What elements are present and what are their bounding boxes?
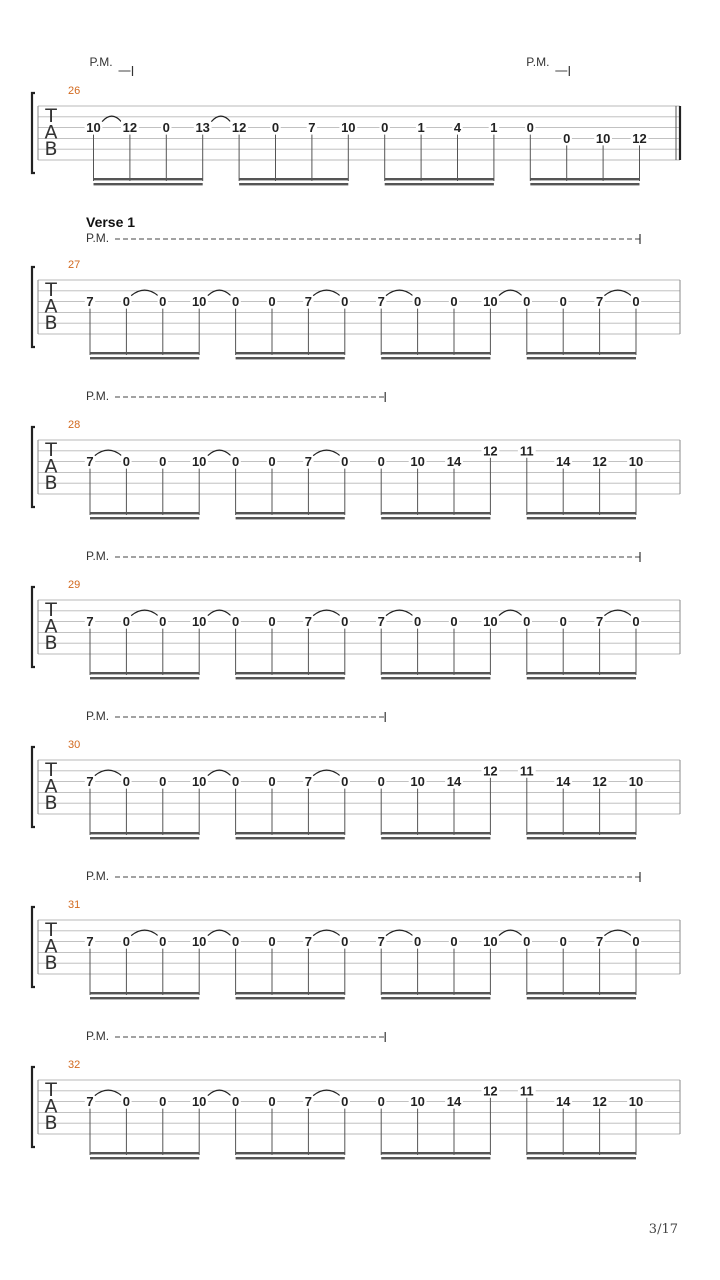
fret-number: 0 — [450, 614, 458, 630]
palm-mute-label: P.M. — [86, 231, 110, 245]
beam-secondary — [90, 517, 199, 519]
fret-number: 0 — [450, 294, 458, 310]
tab-system — [32, 214, 680, 359]
beam-primary — [381, 832, 490, 834]
fret-number: 7 — [595, 934, 604, 950]
beam-secondary — [527, 677, 636, 679]
fret-number: 0 — [341, 294, 349, 310]
fret-number: 0 — [341, 934, 349, 950]
beam-secondary — [90, 357, 199, 359]
fret-number: 10 — [191, 614, 207, 630]
fret-number: 7 — [86, 294, 94, 310]
fret-number: 0 — [559, 614, 567, 630]
fret-number: 0 — [413, 294, 422, 310]
tab-clef-a: A — [44, 935, 58, 958]
beam-secondary — [527, 997, 636, 999]
fret-number: 7 — [308, 120, 316, 136]
fret-number: 7 — [595, 614, 604, 630]
fret-number: 7 — [304, 1094, 313, 1110]
fret-number: 10 — [595, 130, 611, 146]
beam-secondary — [236, 1157, 345, 1159]
palm-mute-label: P.M. — [86, 869, 110, 883]
fret-number: 0 — [122, 294, 131, 310]
fret-number: 0 — [341, 774, 349, 790]
beam-primary — [381, 1152, 490, 1154]
palm-mute-label: P.M. — [86, 1029, 110, 1043]
tab-system — [32, 549, 680, 679]
fret-number: 11 — [519, 443, 534, 459]
fret-number: 0 — [341, 1094, 349, 1110]
fret-number: 1 — [417, 120, 425, 136]
fret-number: 0 — [231, 294, 240, 310]
fret-number: 0 — [231, 934, 240, 950]
fret-number: 0 — [341, 614, 349, 630]
fret-number: 0 — [381, 120, 389, 136]
beam-secondary — [236, 997, 345, 999]
fret-number: 12 — [483, 443, 498, 459]
fret-number: 0 — [523, 934, 531, 950]
tab-clef-b: B — [44, 472, 58, 494]
beam-secondary — [381, 677, 490, 679]
beam-secondary — [381, 517, 490, 519]
fret-number: 0 — [231, 454, 240, 470]
fret-number: 10 — [410, 774, 425, 790]
fret-number: 10 — [628, 774, 644, 790]
fret-number: 0 — [231, 614, 240, 630]
fret-number: 0 — [563, 130, 571, 146]
palm-mute-label: P.M. — [86, 549, 110, 563]
fret-number: 0 — [632, 934, 640, 950]
fret-number: 0 — [268, 614, 276, 630]
fret-number: 12 — [632, 130, 647, 146]
beam-primary — [236, 672, 345, 674]
tab-clef-a: A — [44, 455, 58, 478]
tab-clef-a: A — [44, 1095, 58, 1118]
fret-number: 7 — [86, 774, 94, 790]
fret-number: 0 — [559, 294, 567, 310]
fret-number: 10 — [410, 1094, 425, 1110]
beam-primary — [381, 672, 490, 674]
tab-clef-b: B — [44, 138, 58, 160]
tab-clef-b: B — [44, 312, 58, 334]
fret-number: 0 — [632, 294, 640, 310]
beam-primary — [527, 672, 636, 674]
beam-secondary — [527, 517, 636, 519]
beam-primary — [236, 992, 345, 994]
tab-clef-t: T — [45, 279, 57, 301]
fret-number: 10 — [191, 454, 207, 470]
tab-clef-t: T — [45, 919, 57, 941]
beam-primary — [90, 832, 199, 834]
fret-number: 0 — [231, 1094, 240, 1110]
fret-number: 0 — [377, 774, 385, 790]
beam-primary — [527, 992, 636, 994]
fret-number: 0 — [159, 774, 167, 790]
fret-number: 7 — [304, 294, 313, 310]
palm-mute-label: P.M. — [86, 709, 110, 723]
fret-number: 0 — [632, 614, 640, 630]
fret-number: 0 — [450, 934, 458, 950]
system-bracket — [32, 907, 35, 987]
beam-secondary — [94, 183, 203, 185]
fret-number: 0 — [526, 120, 534, 136]
fret-number: 0 — [122, 934, 131, 950]
measure-number: 32 — [68, 1059, 81, 1071]
beam-primary — [527, 352, 636, 354]
fret-number: 0 — [122, 1094, 131, 1110]
section-label: Verse 1 — [86, 214, 136, 230]
fret-number: 0 — [268, 934, 276, 950]
beam-primary — [90, 512, 199, 514]
fret-number: 13 — [195, 120, 210, 136]
fret-number: 0 — [523, 614, 531, 630]
fret-number: 0 — [231, 774, 240, 790]
beam-secondary — [530, 183, 639, 185]
system-bracket — [32, 427, 35, 507]
measure-number: 28 — [68, 419, 81, 431]
beam-primary — [527, 832, 636, 834]
fret-number: 0 — [122, 454, 131, 470]
fret-number: 7 — [304, 934, 313, 950]
tab-clef-t: T — [45, 599, 57, 621]
fret-number: 7 — [86, 934, 94, 950]
beam-primary — [90, 992, 199, 994]
fret-number: 10 — [341, 120, 356, 136]
beam-secondary — [90, 997, 199, 999]
fret-number: 7 — [304, 774, 313, 790]
fret-number: 0 — [159, 454, 167, 470]
beam-primary — [94, 178, 203, 180]
beam-primary — [236, 352, 345, 354]
fret-number: 10 — [483, 934, 498, 950]
fret-number: 0 — [341, 454, 349, 470]
system-bracket — [32, 93, 35, 173]
fret-number: 0 — [377, 454, 385, 470]
beam-primary — [90, 672, 199, 674]
fret-number: 7 — [86, 614, 94, 630]
fret-number: 11 — [519, 763, 534, 779]
beam-secondary — [527, 357, 636, 359]
beam-primary — [381, 352, 490, 354]
fret-number: 14 — [446, 454, 462, 470]
beam-primary — [90, 1152, 199, 1154]
beam-secondary — [90, 677, 199, 679]
fret-number: 10 — [191, 294, 207, 310]
fret-number: 0 — [268, 774, 276, 790]
fret-number: 0 — [268, 294, 276, 310]
fret-number: 12 — [483, 1083, 498, 1099]
fret-number: 4 — [453, 120, 462, 136]
measure-number: 27 — [68, 259, 81, 271]
tab-clef-b: B — [44, 792, 58, 814]
fret-number: 0 — [268, 1094, 276, 1110]
fret-number: 0 — [413, 934, 422, 950]
beam-secondary — [236, 837, 345, 839]
tab-system — [32, 709, 680, 839]
palm-mute-label: P.M. — [89, 55, 113, 69]
beam-primary — [236, 1152, 345, 1154]
beam-secondary — [381, 997, 490, 999]
fret-number: 10 — [483, 294, 498, 310]
beam-secondary — [381, 1157, 490, 1159]
tab-clef-t: T — [45, 439, 57, 461]
system-bracket — [32, 747, 35, 827]
fret-number: 12 — [122, 120, 138, 136]
fret-number: 12 — [483, 763, 498, 779]
fret-number: 0 — [523, 294, 531, 310]
measure-number: 26 — [68, 85, 81, 97]
fret-number: 7 — [377, 294, 385, 310]
palm-mute-label: P.M. — [526, 55, 550, 69]
fret-number: 0 — [413, 614, 422, 630]
beam-primary — [527, 512, 636, 514]
tab-clef-a: A — [44, 121, 58, 144]
beam-primary — [530, 178, 639, 180]
fret-number: 7 — [377, 614, 385, 630]
tab-clef-b: B — [44, 952, 58, 974]
beam-secondary — [527, 1157, 636, 1159]
fret-number: 10 — [191, 934, 207, 950]
beam-primary — [90, 352, 199, 354]
beam-primary — [236, 512, 345, 514]
tab-clef-t: T — [45, 759, 57, 781]
fret-number: 14 — [555, 774, 571, 790]
fret-number: 0 — [159, 934, 167, 950]
beam-secondary — [239, 183, 348, 185]
fret-number: 14 — [446, 1094, 462, 1110]
fret-number: 11 — [519, 1083, 534, 1099]
fret-number: 12 — [592, 454, 607, 470]
fret-number: 0 — [271, 120, 280, 136]
fret-number: 10 — [191, 1094, 207, 1110]
measure-number: 30 — [68, 739, 81, 751]
beam-secondary — [236, 677, 345, 679]
tab-system — [32, 869, 680, 999]
fret-number: 7 — [595, 294, 604, 310]
fret-number: 0 — [159, 1094, 167, 1110]
fret-number: 0 — [159, 294, 167, 310]
fret-number: 10 — [191, 774, 207, 790]
fret-number: 14 — [555, 1094, 571, 1110]
fret-number: 12 — [231, 120, 247, 136]
beam-secondary — [236, 517, 345, 519]
fret-number: 0 — [377, 1094, 385, 1110]
fret-number: 10 — [86, 120, 101, 136]
beam-secondary — [385, 183, 494, 185]
system-bracket — [32, 1067, 35, 1147]
beam-primary — [527, 1152, 636, 1154]
tab-system — [32, 389, 680, 519]
beam-secondary — [381, 837, 490, 839]
beam-secondary — [90, 1157, 199, 1159]
fret-number: 7 — [304, 614, 313, 630]
tab-clef-a: A — [44, 615, 58, 638]
tab-clef-b: B — [44, 1112, 58, 1134]
fret-number: 10 — [628, 454, 644, 470]
beam-primary — [381, 992, 490, 994]
fret-number: 12 — [592, 1094, 607, 1110]
fret-number: 0 — [159, 614, 167, 630]
fret-number: 7 — [377, 934, 385, 950]
page-number: 3/17 — [648, 1222, 678, 1237]
fret-number: 0 — [162, 120, 170, 136]
fret-number: 7 — [86, 454, 94, 470]
fret-number: 10 — [410, 454, 425, 470]
palm-mute-label: P.M. — [86, 389, 110, 403]
fret-number: 7 — [86, 1094, 94, 1110]
measure-number: 31 — [68, 899, 81, 911]
system-bracket — [32, 267, 35, 347]
fret-number: 7 — [304, 454, 313, 470]
fret-number: 14 — [555, 454, 571, 470]
beam-secondary — [381, 357, 490, 359]
measure-number: 29 — [68, 579, 81, 591]
beam-primary — [385, 178, 494, 180]
tab-clef-t: T — [45, 105, 57, 127]
fret-number: 1 — [490, 120, 498, 136]
tab-system — [32, 55, 680, 185]
beam-primary — [381, 512, 490, 514]
beam-primary — [236, 832, 345, 834]
beam-primary — [239, 178, 348, 180]
tab-clef-t: T — [45, 1079, 57, 1101]
tab-clef-a: A — [44, 295, 58, 318]
fret-number: 10 — [628, 1094, 644, 1110]
beam-secondary — [527, 837, 636, 839]
fret-number: 10 — [483, 614, 498, 630]
fret-number: 12 — [592, 774, 607, 790]
fret-number: 14 — [446, 774, 462, 790]
fret-number: 0 — [122, 614, 131, 630]
tab-system — [32, 1029, 680, 1159]
system-bracket — [32, 587, 35, 667]
tab-clef-b: B — [44, 632, 58, 654]
beam-secondary — [236, 357, 345, 359]
tab-clef-a: A — [44, 775, 58, 798]
fret-number: 0 — [559, 934, 567, 950]
fret-number: 0 — [122, 774, 131, 790]
beam-secondary — [90, 837, 199, 839]
fret-number: 0 — [268, 454, 276, 470]
